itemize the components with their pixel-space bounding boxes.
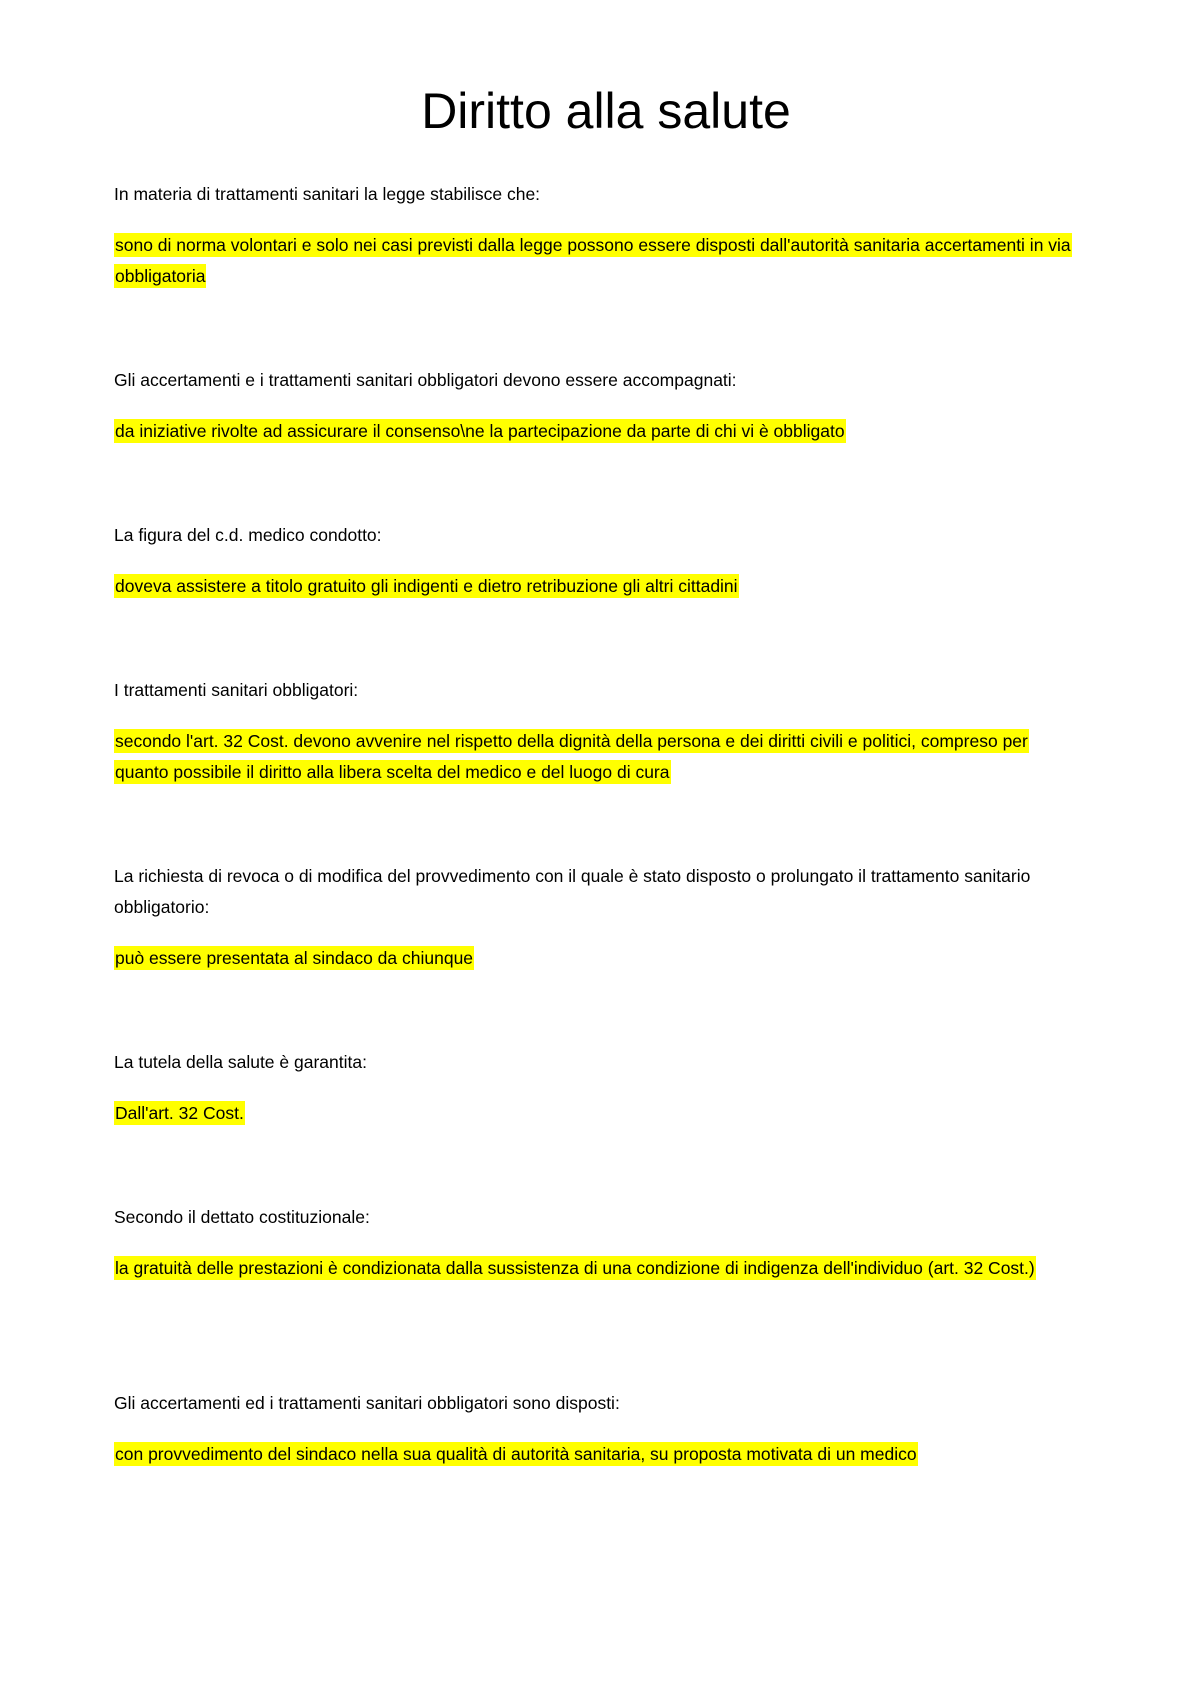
question-text: La tutela della salute è garantita:	[114, 1052, 367, 1072]
qa-block	[114, 1388, 1074, 1470]
question-text: Gli accertamenti ed i trattamenti sanitari obbligatori sono disposti:	[114, 1393, 620, 1413]
qa-block	[114, 675, 1074, 788]
highlighted-answer: con provvedimento del sindaco nella sua qualità di autorità sanitaria, su proposta motivata di un medico	[115, 1444, 917, 1464]
highlighted-answer: sono di norma volontari e solo nei casi previsti dalla legge possono essere disposti dall'autorità sanitaria accertamenti in via obbligatoria	[115, 235, 1071, 286]
answer-text	[114, 230, 1074, 292]
qa-block	[114, 179, 1074, 292]
answer-text	[114, 571, 1074, 602]
question-text: Secondo il dettato costituzionale:	[114, 1207, 370, 1227]
highlighted-answer: da iniziative rivolte ad assicurare il consenso\ne la partecipazione da parte di chi vi è obbligato	[115, 421, 845, 441]
answer-text	[114, 1439, 1074, 1470]
qa-block	[114, 1047, 1074, 1129]
answer-text	[114, 1098, 1074, 1129]
answer-text	[114, 726, 1074, 788]
highlighted-answer: può essere presentata al sindaco da chiunque	[115, 948, 474, 968]
qa-block	[114, 861, 1074, 974]
qa-block	[114, 1202, 1074, 1284]
answer-text	[114, 416, 1074, 447]
qa-block	[114, 365, 1074, 447]
highlighted-answer: Dall'art. 32 Cost.	[115, 1103, 244, 1123]
highlighted-answer: la gratuità delle prestazioni è condizionata dalla sussistenza di una condizione di indigenza dell'individuo (art. 32 Cost.)	[115, 1258, 1035, 1278]
answer-text	[114, 943, 1074, 974]
question-text: I trattamenti sanitari obbligatori:	[114, 680, 359, 700]
highlighted-answer: doveva assistere a titolo gratuito gli indigenti e dietro retribuzione gli altri cittadini	[115, 576, 738, 596]
document-title: Diritto alla salute	[421, 83, 791, 139]
answer-text	[114, 1253, 1074, 1284]
question-text: La figura del c.d. medico condotto:	[114, 525, 382, 545]
qa-block	[114, 520, 1074, 602]
question-text: Gli accertamenti e i trattamenti sanitari obbligatori devono essere accompagnati:	[114, 370, 737, 390]
question-text: La richiesta di revoca o di modifica del provvedimento con il quale è stato disposto o prolungato il trattamento sanitario obbligatorio:	[114, 866, 1031, 917]
highlighted-answer: secondo l'art. 32 Cost. devono avvenire nel rispetto della dignità della persona e dei diritti civili e politici, compreso per quanto possibile il diritto alla libera scelta del medico e del luogo di cura	[115, 731, 1028, 782]
question-text: In materia di trattamenti sanitari la legge stabilisce che:	[114, 184, 541, 204]
